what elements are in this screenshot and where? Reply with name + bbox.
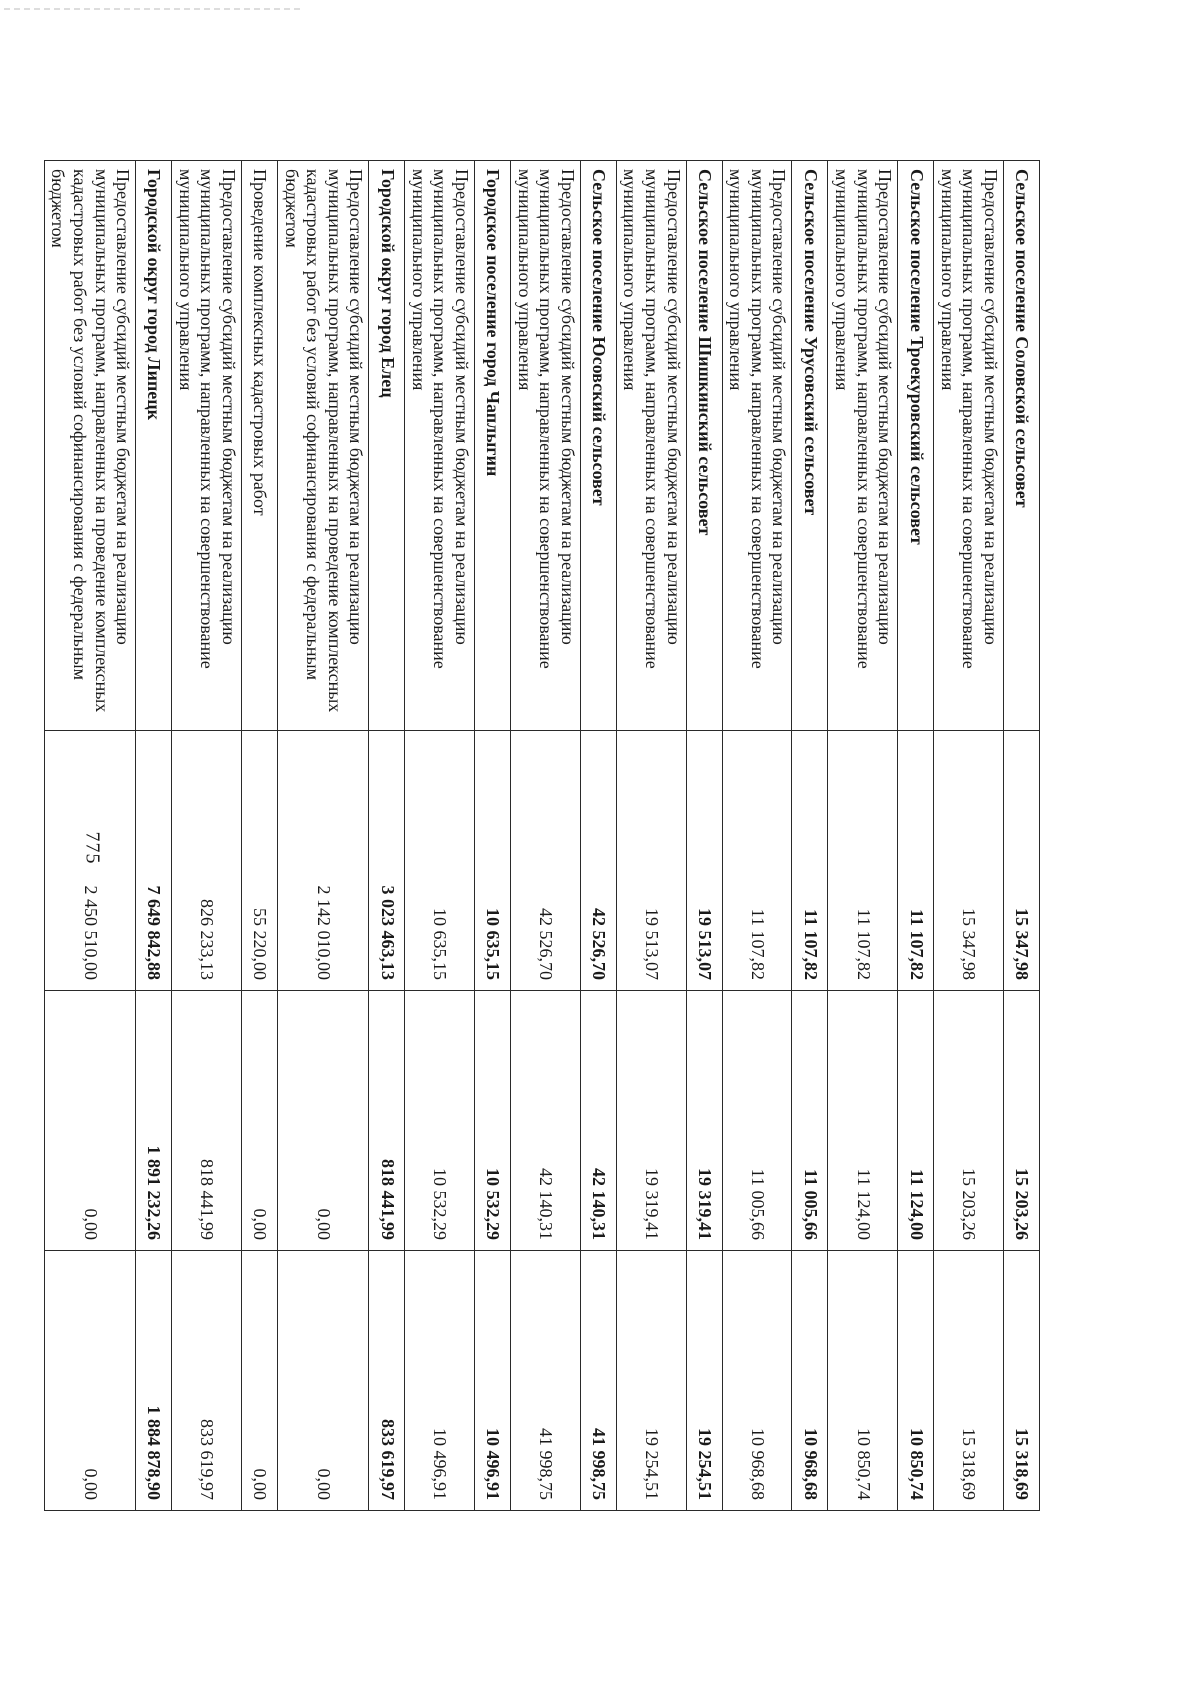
- value-2026-cell: 10 850,74: [828, 1251, 898, 1511]
- value-2026-cell: 19 254,51: [616, 1251, 686, 1511]
- value-2026-cell: 1 884 878,90: [136, 1251, 172, 1511]
- row-name-cell: Сельское поселение Соловской сельсовет: [1004, 161, 1040, 731]
- value-2024-cell: 15 347,98: [1004, 731, 1040, 991]
- value-2025-cell: 0,00: [44, 991, 135, 1251]
- table-row: [511, 161, 581, 1511]
- value-2026-cell: 10 496,91: [405, 1251, 475, 1511]
- table-row: [277, 161, 368, 1511]
- row-name-cell: Предоставление субсидий местным бюджетам на реализацию муниципальных программ, направленных на совершенствование муниципального управления: [511, 161, 581, 731]
- value-2026-cell: 10 968,68: [792, 1251, 828, 1511]
- value-2024-cell: 11 107,82: [722, 731, 792, 991]
- table-row: [580, 161, 616, 1511]
- value-2024-cell: 11 107,82: [828, 731, 898, 991]
- table-row: [616, 161, 686, 1511]
- table-row: [686, 161, 722, 1511]
- value-2024-cell: 55 220,00: [241, 731, 277, 991]
- row-name-cell: Проведение комплексных кадастровых работ: [241, 161, 277, 731]
- value-2025-cell: 19 319,41: [616, 991, 686, 1251]
- value-2024-cell: 19 513,07: [686, 731, 722, 991]
- row-name-cell: Сельское поселение Троекуровский сельсовет: [898, 161, 934, 731]
- budget-table: [44, 160, 1040, 1511]
- value-2026-cell: 15 318,69: [934, 1251, 1004, 1511]
- table-row: [722, 161, 792, 1511]
- row-name-cell: Сельское поселение Шишкинский сельсовет: [686, 161, 722, 731]
- table-row: [405, 161, 475, 1511]
- value-2024-cell: 7 649 842,88: [136, 731, 172, 991]
- value-2025-cell: 10 532,29: [475, 991, 511, 1251]
- row-name-cell: Предоставление субсидий местным бюджетам на реализацию муниципальных программ, направленных на совершенствование муниципального управления: [616, 161, 686, 731]
- value-2025-cell: 818 441,99: [172, 991, 242, 1251]
- value-2026-cell: 15 318,69: [1004, 1251, 1040, 1511]
- value-2024-cell: 10 635,15: [475, 731, 511, 991]
- table-row: [792, 161, 828, 1511]
- row-name-cell: Сельское поселение Юсовский сельсовет: [580, 161, 616, 731]
- row-name-cell: Предоставление субсидий местным бюджетам на реализацию муниципальных программ, направленных на совершенствование муниципального управления: [172, 161, 242, 731]
- value-2026-cell: 10 968,68: [722, 1251, 792, 1511]
- value-2025-cell: 11 005,66: [722, 991, 792, 1251]
- value-2025-cell: 1 891 232,26: [136, 991, 172, 1251]
- table-row: [828, 161, 898, 1511]
- value-2025-cell: 19 319,41: [686, 991, 722, 1251]
- value-2026-cell: 41 998,75: [580, 1251, 616, 1511]
- value-2026-cell: 833 619,97: [172, 1251, 242, 1511]
- value-2024-cell: 15 347,98: [934, 731, 1004, 991]
- value-2025-cell: 15 203,26: [934, 991, 1004, 1251]
- value-2025-cell: 15 203,26: [1004, 991, 1040, 1251]
- table-row: [44, 161, 135, 1511]
- value-2025-cell: 11 124,00: [828, 991, 898, 1251]
- value-2026-cell: 833 619,97: [369, 1251, 405, 1511]
- value-2024-cell: 826 233,13: [172, 731, 242, 991]
- value-2024-cell: 2 450 510,00: [44, 731, 135, 991]
- table-row: [136, 161, 172, 1511]
- value-2025-cell: 0,00: [241, 991, 277, 1251]
- value-2026-cell: 19 254,51: [686, 1251, 722, 1511]
- table-row: [475, 161, 511, 1511]
- value-2024-cell: 3 023 463,13: [369, 731, 405, 991]
- row-name-cell: Сельское поселение Урусовский сельсовет: [792, 161, 828, 731]
- row-name-cell: Городской округ город Елец: [369, 161, 405, 731]
- table-row: [898, 161, 934, 1511]
- value-2026-cell: 0,00: [44, 1251, 135, 1511]
- row-name-cell: Предоставление субсидий местным бюджетам на реализацию муниципальных программ, направленных на проведение комплексных кадастровых работ без условий софинансирования с федеральным бюджетом: [277, 161, 368, 731]
- value-2024-cell: 2 142 010,00: [277, 731, 368, 991]
- table-row: [241, 161, 277, 1511]
- value-2025-cell: 818 441,99: [369, 991, 405, 1251]
- value-2026-cell: 10 496,91: [475, 1251, 511, 1511]
- value-2024-cell: 11 107,82: [792, 731, 828, 991]
- value-2026-cell: 10 850,74: [898, 1251, 934, 1511]
- value-2026-cell: 0,00: [241, 1251, 277, 1511]
- row-name-cell: Предоставление субсидий местным бюджетам на реализацию муниципальных программ, направленных на проведение комплексных кадастровых работ без условий софинансирования с федеральным бюджетом: [44, 161, 135, 731]
- value-2024-cell: 42 526,70: [580, 731, 616, 991]
- value-2024-cell: 10 635,15: [405, 731, 475, 991]
- scan-artifact: [4, 8, 304, 10]
- value-2024-cell: 11 107,82: [898, 731, 934, 991]
- row-name-cell: Предоставление субсидий местным бюджетам на реализацию муниципальных программ, направленных на совершенствование муниципального управления: [405, 161, 475, 731]
- value-2025-cell: 10 532,29: [405, 991, 475, 1251]
- value-2025-cell: 42 140,31: [511, 991, 581, 1251]
- table-row: [369, 161, 405, 1511]
- value-2025-cell: 11 124,00: [898, 991, 934, 1251]
- row-name-cell: Предоставление субсидий местным бюджетам на реализацию муниципальных программ, направленных на совершенствование муниципального управления: [722, 161, 792, 731]
- page-number: 775: [81, 831, 104, 865]
- row-name-cell: Предоставление субсидий местным бюджетам на реализацию муниципальных программ, направленных на совершенствование муниципального управления: [934, 161, 1004, 731]
- table-row: [1004, 161, 1040, 1511]
- value-2024-cell: 19 513,07: [616, 731, 686, 991]
- table-row: [172, 161, 242, 1511]
- row-name-cell: Городское поселение город Чаплыгин: [475, 161, 511, 731]
- value-2025-cell: 0,00: [277, 991, 368, 1251]
- value-2025-cell: 42 140,31: [580, 991, 616, 1251]
- table-body: [44, 161, 1039, 1511]
- value-2025-cell: 11 005,66: [792, 991, 828, 1251]
- value-2026-cell: 41 998,75: [511, 1251, 581, 1511]
- row-name-cell: Городской округ город Липецк: [136, 161, 172, 731]
- table-row: [934, 161, 1004, 1511]
- row-name-cell: Предоставление субсидий местным бюджетам на реализацию муниципальных программ, направленных на совершенствование муниципального управления: [828, 161, 898, 731]
- value-2024-cell: 42 526,70: [511, 731, 581, 991]
- value-2026-cell: 0,00: [277, 1251, 368, 1511]
